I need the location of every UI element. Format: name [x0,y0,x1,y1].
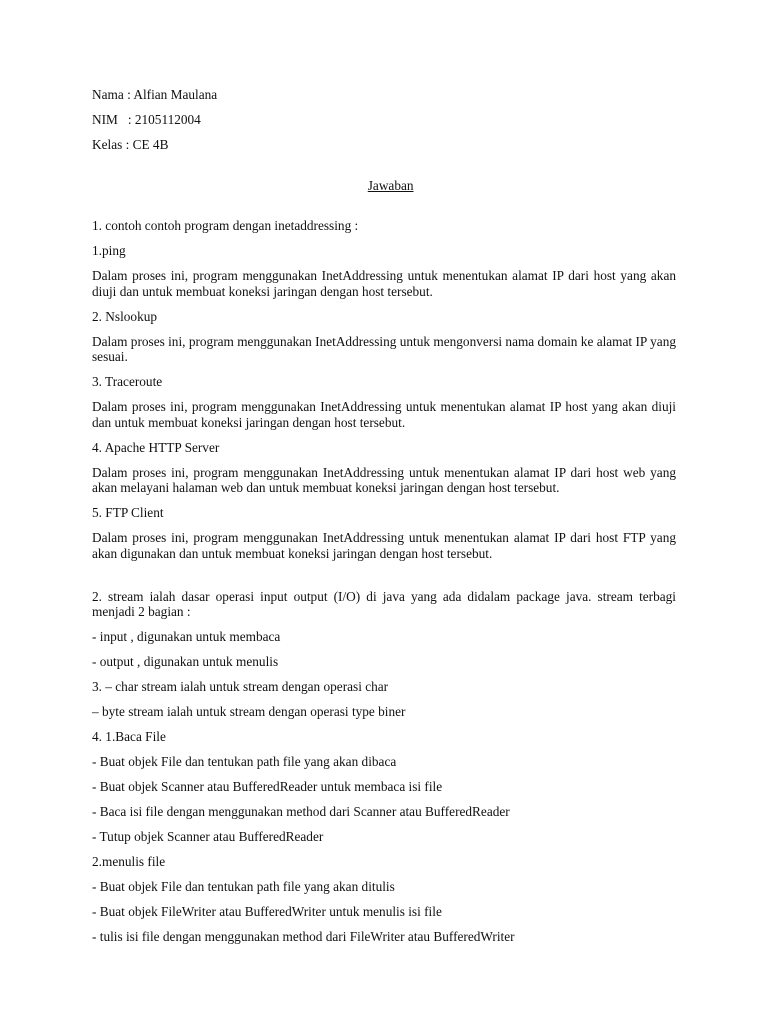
answer3-line: – byte stream ialah untuk stream dengan operasi type biner [92,704,406,719]
answer4-tulis-step: - tulis isi file dengan menggunakan method dari FileWriter atau BufferedWriter [92,929,515,944]
answer4-baca-step: - Tutup objek Scanner atau BufferedReader [92,829,324,844]
answer1-item-desc: Dalam proses ini, program menggunakan InetAddressing untuk menentukan alamat IP host yang akan diuji dan untuk membuat koneksi jaringan dengan host tersebut. [92,399,680,430]
answer4-tulis-step: - Buat objek FileWriter atau BufferedWriter untuk menulis isi file [92,904,442,919]
paragraph-spacer [92,571,676,589]
answer4-baca-step: - Baca isi file dengan menggunakan method dari Scanner atau BufferedReader [92,804,510,819]
answer1-item-label: 3. Traceroute [92,374,163,389]
student-class: Kelas : CE 4B [92,137,169,152]
answer1-item-label: 4. Apache HTTP Server [92,439,220,455]
answer4-tulis-heading: 2.menulis file [92,854,166,869]
answer4-tulis-step: - Buat objek File dan tentukan path file yang akan ditulis [92,879,395,894]
answer2-intro: 2. stream ialah dasar operasi input output (I/O) di java yang ada didalam package java. stream terbagi menjadi 2 bagian : [92,588,680,619]
student-name: Nama : Alfian Maulana [92,87,218,102]
answer-title-wrapper [92,162,676,209]
answer1-item-desc: Dalam proses ini, program menggunakan InetAddressing untuk menentukan alamat IP dari host yang akan diuji dan untuk membuat koneksi jaringan dengan host tersebut. [92,268,680,299]
answer1-heading: 1. contoh contoh program dengan inetaddressing : [92,218,359,233]
answer4-baca-heading: 4. 1.Baca File [92,729,166,744]
answer1-item-desc: Dalam proses ini, program menggunakan InetAddressing untuk menentukan alamat IP dari host web yang akan melayani halaman web dan untuk membuat koneksi jaringan dengan host tersebut. [92,464,680,495]
answer1-item-desc: Dalam proses ini, program menggunakan InetAddressing untuk mengonversi nama domain ke alamat IP yang sesuai. [92,333,680,364]
answer1-item-label: 2. Nslookup [92,308,158,324]
answer1-item-label: 5. FTP Client [92,505,164,520]
answer1-item-desc: Dalam proses ini, program menggunakan InetAddressing untuk menentukan alamat IP dari host FTP yang akan digunakan dan untuk membuat koneksi jaringan dengan host tersebut. [92,530,680,561]
answer-title: Jawaban [367,177,414,193]
answer2-line: - output , digunakan untuk menulis [92,654,279,669]
answer4-baca-step: - Buat objek File dan tentukan path file yang akan dibaca [92,754,397,769]
document-page [92,87,680,954]
answer4-baca-step: - Buat objek Scanner atau BufferedReader untuk membaca isi file [92,779,443,794]
answer2-line: - input , digunakan untuk membaca [92,629,281,644]
answer3-line: 3. – char stream ialah untuk stream dengan operasi char [92,679,389,694]
answer1-item-label: 1.ping [92,243,126,258]
student-nim: NIM : 2105112004 [92,112,201,127]
